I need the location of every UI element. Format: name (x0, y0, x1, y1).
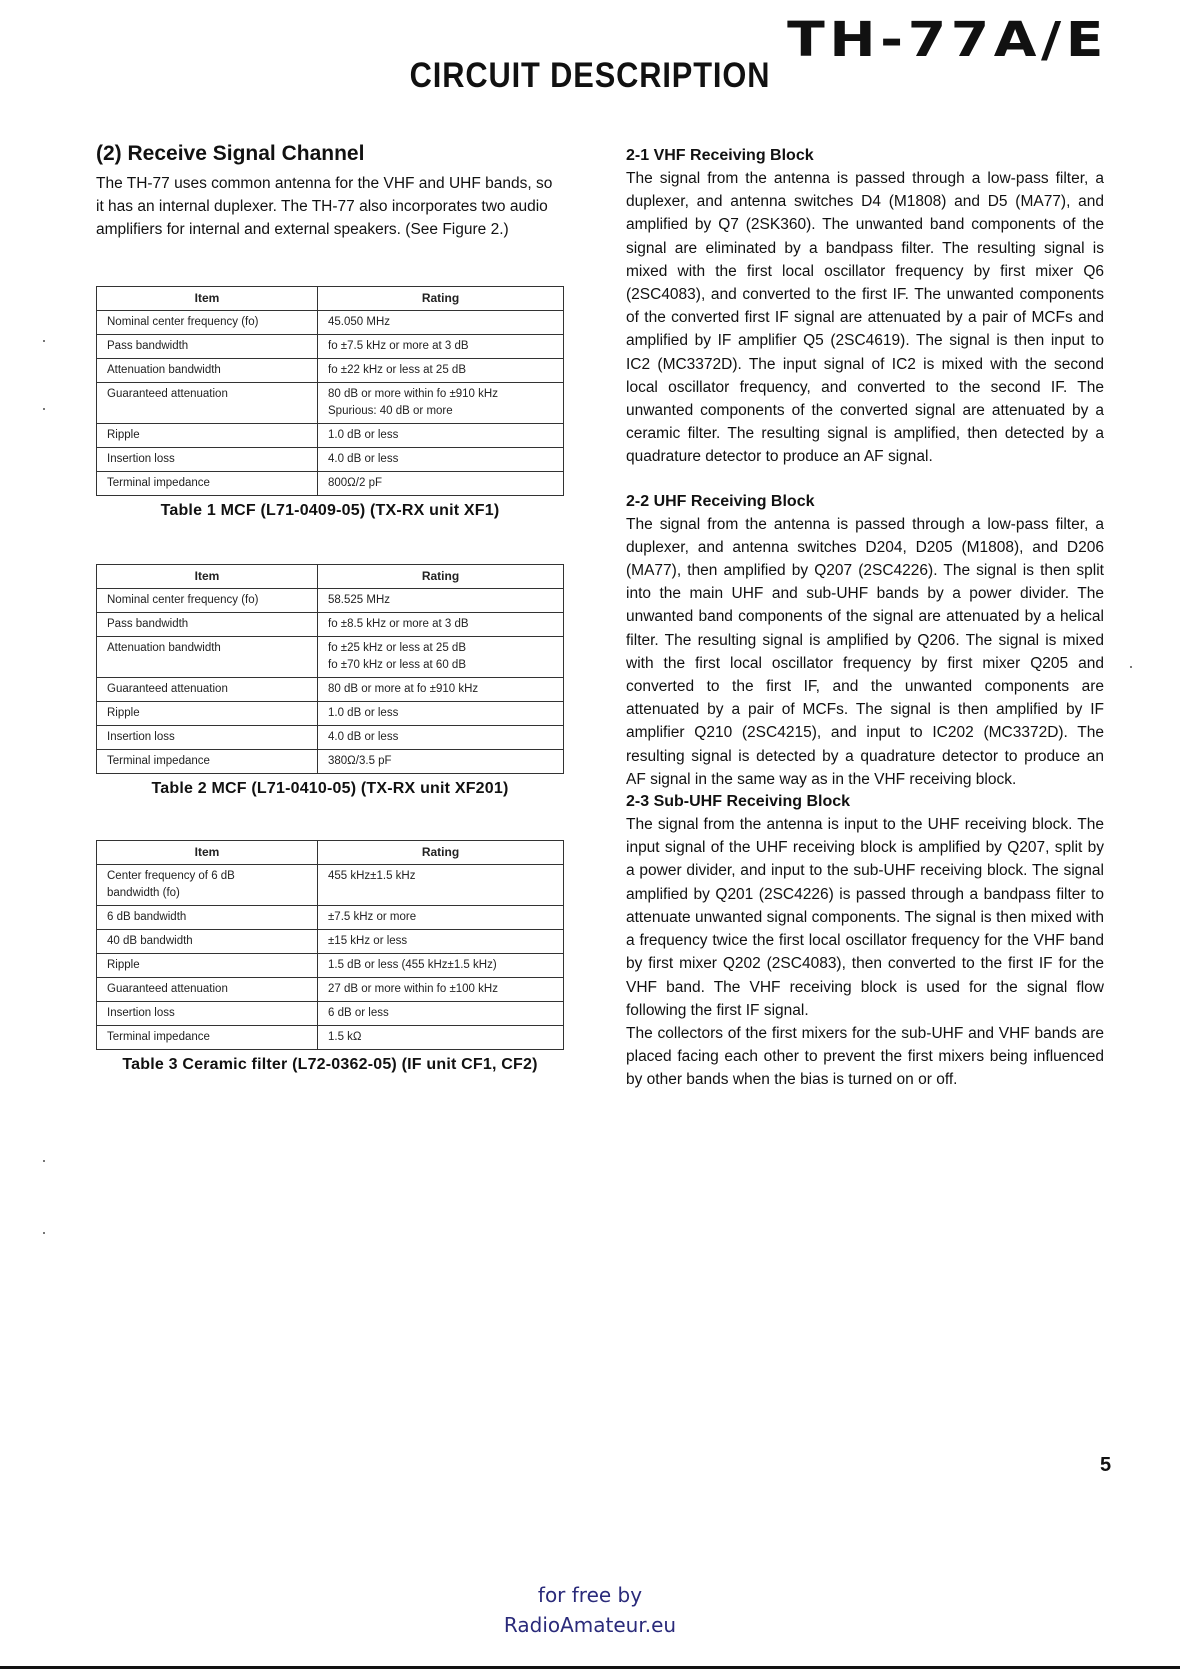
page-bottom-border (0, 1666, 1180, 1669)
item-cell: Nominal center frequency (fo) (97, 311, 318, 335)
item-cell: Ripple (97, 954, 318, 978)
table-1-caption: Table 1 MCF (L71-0409-05) (TX-RX unit XF1) (160, 502, 500, 519)
table-row (97, 954, 564, 978)
item-cell: Attenuation bandwidth (97, 637, 318, 678)
watermark-link[interactable]: RadioAmateur.eu (503, 1613, 677, 1637)
rating-cell: 1.0 dB or less (318, 424, 564, 448)
item-cell: 6 dB bandwidth (97, 906, 318, 930)
rating-cell: ±7.5 kHz or more (318, 906, 564, 930)
column-header-item: Item (97, 565, 318, 589)
table-row (97, 472, 564, 496)
page-number: 5 (1100, 1454, 1112, 1476)
table-row (97, 311, 564, 335)
spec-table-2 (96, 564, 564, 774)
rating-cell: 80 dB or more within fo ±910 kHz Spurious: 40 dB or more (318, 383, 564, 424)
block-paragraph: The signal from the antenna is input to the UHF receiving block. The input signal of the UHF receiving block is amplified by Q207, split by a power divider, and input to the sub-UHF receiving block. The signal amplified by Q201 (2SC4226) is passed through a bandpass filter to attenuate unwanted signal components. The signal is then mixed with a frequency twice the first local oscillator frequency for the VHF band by first mixer Q202 (2SC4083), then converted to the first IF for the VHF band. The VHF receiving block is used for the signal flow following the first IF signal. (626, 816, 1104, 1019)
rating-cell: fo ±8.5 kHz or more at 3 dB (318, 613, 564, 637)
item-cell: Center frequency of 6 dB bandwidth (fo) (97, 865, 318, 906)
item-cell: Terminal impedance (97, 472, 318, 496)
rating-cell: 4.0 dB or less (318, 448, 564, 472)
scan-speck (43, 1232, 45, 1234)
uhf-receiving-block (626, 491, 1104, 791)
table-row (97, 335, 564, 359)
item-cell: Insertion loss (97, 726, 318, 750)
table-row (97, 930, 564, 954)
table-row (97, 424, 564, 448)
item-cell: Pass bandwidth (97, 335, 318, 359)
table-row (97, 750, 564, 774)
rating-cell: fo ±22 kHz or less at 25 dB (318, 359, 564, 383)
table-3-body (97, 865, 564, 1050)
scan-speck (43, 408, 45, 410)
vhf-receiving-block (626, 145, 1104, 469)
column-header-item: Item (97, 841, 318, 865)
table-row (97, 702, 564, 726)
table-row (97, 678, 564, 702)
block-title: 2-3 Sub-UHF Receiving Block (626, 793, 851, 811)
rating-cell: 1.5 kΩ (318, 1026, 564, 1050)
spec-table-3 (96, 840, 564, 1050)
rating-cell: ±15 kHz or less (318, 930, 564, 954)
table-2-caption: Table 2 MCF (L71-0410-05) (TX-RX unit XF201) (151, 780, 509, 797)
scan-speck (1130, 666, 1132, 668)
table-row (97, 589, 564, 613)
rating-cell: 6 dB or less (318, 1002, 564, 1026)
table-row (97, 383, 564, 424)
rating-cell: 1.0 dB or less (318, 702, 564, 726)
table-2-body (97, 589, 564, 774)
table-row (97, 865, 564, 906)
rating-cell: 380Ω/3.5 pF (318, 750, 564, 774)
column-header-rating: Rating (318, 841, 564, 865)
rating-cell: 455 kHz±1.5 kHz (318, 865, 564, 906)
item-cell: Guaranteed attenuation (97, 383, 318, 424)
rating-cell: fo ±7.5 kHz or more at 3 dB (318, 335, 564, 359)
rating-cell: 4.0 dB or less (318, 726, 564, 750)
column-header-rating: Rating (318, 287, 564, 311)
rating-cell: 1.5 dB or less (455 kHz±1.5 kHz) (318, 954, 564, 978)
page-title: CIRCUIT DESCRIPTION (409, 56, 771, 95)
block-paragraph: The collectors of the first mixers for the sub-UHF and VHF bands are placed facing each other to prevent the first mixers being influenced by other bands when the bias is turned on or off. (626, 1024, 1104, 1089)
block-title: 2-1 VHF Receiving Block (626, 147, 814, 164)
table-row (97, 359, 564, 383)
table-1-body (97, 311, 564, 496)
scan-speck (43, 340, 45, 342)
column-header-item: Item (97, 287, 318, 311)
table-row (97, 1002, 564, 1026)
intro-paragraph: The TH-77 uses common antenna for the VHF and UHF bands, so it has an internal duplexer. The TH-77 also incorporates two audio amplifiers for internal and external speakers. (See Figure 2.) (96, 175, 553, 238)
item-cell: Ripple (97, 702, 318, 726)
item-cell: Terminal impedance (97, 1026, 318, 1050)
item-cell: Nominal center frequency (fo) (97, 589, 318, 613)
rating-cell: 800Ω/2 pF (318, 472, 564, 496)
right-column (626, 145, 1104, 1092)
spec-table-1 (96, 286, 564, 496)
item-cell: 40 dB bandwidth (97, 930, 318, 954)
table-row (97, 1026, 564, 1050)
table-3-container (96, 840, 564, 1074)
block-paragraph: The signal from the antenna is passed through a low-pass filter, a duplexer, and antenna switches D204, D205 (M1808), and D206 (MA77), then amplified by Q207 (2SC4226). The signal is then split into the main UHF and sub-UHF bands by a power divider. The unwanted band components of the signal are attenuated by a helical filter. The resulting signal is amplified by Q206. The signal is mixed with the first local oscillator frequency by first mixer Q205 and converted to the first IF, and the unwanted components are attenuated by a pair of MCFs. The signal is then amplified by IF amplifier Q210 (2SC4215), and input to IC202 (MC3372D). The resulting signal is detected by a quadrature detector to produce an AF signal in the same way as in the VHF receiving block. (626, 515, 1104, 788)
section-title: (2) Receive Signal Channel (96, 142, 365, 165)
model-number: TH-77A/E (787, 12, 1108, 68)
table-row (97, 978, 564, 1002)
rating-cell: 80 dB or more at fo ±910 kHz (318, 678, 564, 702)
rating-cell: 27 dB or more within fo ±100 kHz (318, 978, 564, 1002)
table-row (97, 613, 564, 637)
item-cell: Guaranteed attenuation (97, 978, 318, 1002)
table-1-container (96, 286, 564, 520)
item-cell: Insertion loss (97, 1002, 318, 1026)
block-paragraph: The signal from the antenna is passed through a low-pass filter, a duplexer, and antenna switches D4 (M1808) and D5 (MA77), and amplified by Q7 (2SK360). The unwanted band components of the signal are eliminated by a bandpass filter. The resulting signal is mixed with the first local oscillator frequency by first mixer Q6 (2SC4083), and converted to the first IF. The unwanted components of the converted first IF signal are attenuated by a pair of MCFs and amplified by IF amplifier Q5 (2SC4619). The signal is then input to IC2 (MC3372D). The input signal of IC2 is mixed with the second local oscillator frequency, and converted to the second IF. The unwanted components of the converted signal are attenuated by a ceramic filter. The resulting signal is amplified, then detected by a quadrature detector to produce an AF signal. (626, 170, 1104, 466)
item-cell: Pass bandwidth (97, 613, 318, 637)
item-cell: Insertion loss (97, 448, 318, 472)
item-cell: Attenuation bandwidth (97, 359, 318, 383)
table-row (97, 726, 564, 750)
item-cell: Terminal impedance (97, 750, 318, 774)
item-cell: Ripple (97, 424, 318, 448)
watermark-line-1: for free by (537, 1583, 643, 1607)
rating-cell: 45.050 MHz (318, 311, 564, 335)
scan-speck (43, 1160, 45, 1162)
rating-cell: fo ±25 kHz or less at 25 dB fo ±70 kHz or less at 60 dB (318, 637, 564, 678)
table-row (97, 448, 564, 472)
table-3-caption: Table 3 Ceramic filter (L72-0362-05) (IF unit CF1, CF2) (122, 1056, 538, 1073)
left-column (96, 142, 564, 241)
sub-uhf-receiving-block (626, 791, 1104, 1091)
table-row (97, 906, 564, 930)
table-2-container (96, 564, 564, 798)
column-header-rating: Rating (318, 565, 564, 589)
table-row (97, 637, 564, 678)
item-cell: Guaranteed attenuation (97, 678, 318, 702)
block-title: 2-2 UHF Receiving Block (626, 492, 815, 510)
rating-cell: 58.525 MHz (318, 589, 564, 613)
watermark (0, 1580, 1180, 1640)
